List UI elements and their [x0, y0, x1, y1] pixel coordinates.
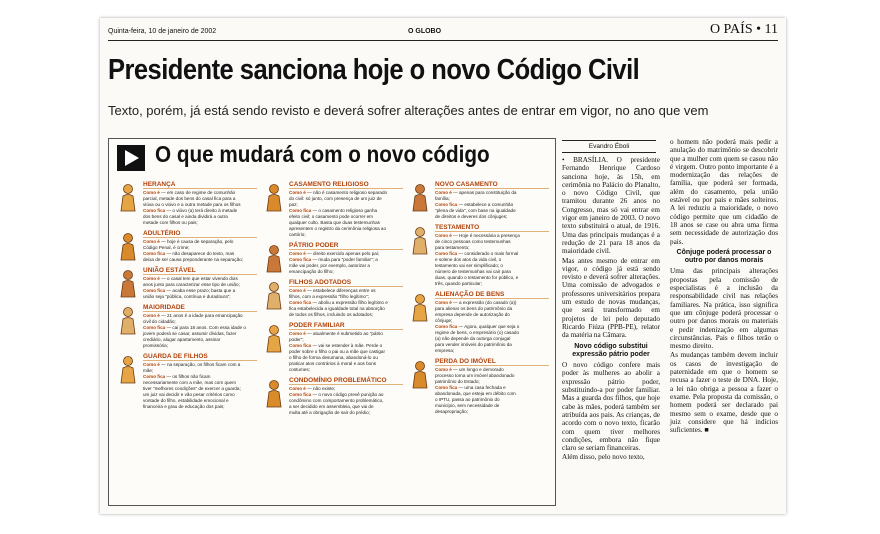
entry-line: cônjuge;	[435, 318, 453, 323]
entry-line: paz;	[289, 202, 298, 207]
entry-line: Como fica — o viúvo (a) terá direito à metade	[143, 208, 238, 213]
entry-line: Como fica — Agora, qualquer que seja o	[435, 324, 520, 329]
infographic-entry	[263, 279, 403, 318]
illustration-icon	[409, 360, 431, 390]
entry-line: vontade do filho, estabilidade emocional e	[143, 398, 229, 403]
entry-line: "plena de vida", com base na igualdade	[435, 208, 516, 213]
infographic-title-bar	[117, 141, 547, 173]
illustration-icon	[263, 281, 285, 311]
entry-line: Como é — não é casamento religioso separado	[289, 190, 388, 195]
entry-line: Como é — Hoje é necessária a presença	[435, 233, 520, 238]
entry-line: o IPTU, passa ao patrimônio do	[435, 397, 500, 402]
entry-line: efeito civil; o casamento pode ocorrer em	[289, 214, 374, 219]
entry-line: para testamento;	[435, 245, 470, 250]
article-paragraph: Uma das principais alterações propostas pela comissão de especialistas é a inclusão da responsabilidade civil nas relações familiares. Na prática, isso significa que um cônjuge poderá processar o outro por danos morais ou materiais e pedir indenização em algumas circunstâncias. Pais e filhos terão o mesmo direito.	[670, 267, 778, 351]
infographic-entry	[117, 353, 257, 410]
entry-line: Código Penal, é crime;	[143, 245, 190, 250]
illustration-icon	[409, 226, 431, 256]
entry-line: Como é — 21 anos é a idade para emancipação	[143, 313, 243, 318]
infographic-column-1	[117, 181, 257, 414]
illustration-icon	[263, 183, 285, 213]
entry-line: emancipação do filho;	[289, 269, 334, 274]
entry-line: patrimônio do Estado;	[435, 379, 480, 384]
infographic-box	[108, 138, 556, 506]
infographic-entry	[263, 322, 403, 373]
headline: Presidente sanciona hoje o novo Código Civil	[108, 54, 640, 86]
play-arrow-icon	[117, 145, 145, 171]
article-paragraph: Mas antes mesmo de entrar em vigor, o código já está sendo revisto e deverá sofrer alterações. Uma comissão de advogados e professores universitários prepara um estudo de novas mudanças, que será transformado em projetos de lei pelo deputado Ricardo Fiúza (PPB-PE), relator da matéria na Câmara.	[562, 256, 660, 340]
entry-line: Como é — apenas para constituição da	[435, 190, 517, 195]
entry-line: dos bens do casal e ainda dividirá a outra	[143, 214, 228, 219]
entry-line: Como fica — aboliu a expressão filho legítimo e	[289, 300, 388, 305]
illustration-icon	[117, 306, 139, 336]
entry-line: empresa depende de autorização do	[435, 312, 510, 317]
page-header	[108, 24, 778, 41]
entry-title: PERDA DO IMÓVEL	[435, 358, 549, 366]
entry-line: metade com filhos ou pais;	[143, 220, 198, 225]
entry-line: Como é — não existe;	[289, 386, 336, 391]
entry-line: três, quando particular;	[435, 281, 482, 286]
header-section: O PAÍS • 11	[709, 22, 778, 37]
entry-title: PÁTRIO PODER	[289, 242, 403, 250]
entry-line: Como é — um longo e demorado	[435, 367, 504, 372]
article-paragraph: O novo código confere mais poder às mulheres ao abolir a expressão pátrio poder, substituindo-a por poder familiar. Mas a guarda dos filhos, que hoje cabe às mães, poderá também ser atribuída aos pais. As crianças, de acordo com o novo texto, ficarão com quem tiver melhores condições, embora não fique claro se seriam financeiras.	[562, 361, 660, 453]
entry-line: qualquer culto. Basta que duas testemunhas	[289, 220, 380, 225]
entry-title: CONDOMÍNIO PROBLEMÁTICO	[289, 377, 403, 385]
illustration-icon	[117, 183, 139, 213]
entry-line: testamento vai ser simplificado; o	[435, 263, 503, 268]
illustration-icon	[409, 293, 431, 323]
entry-line: mãe;	[143, 368, 154, 373]
entry-line: do civil: só junto, com presença de um juiz de	[289, 196, 382, 201]
entry-line: Como fica — os filhos não ficam	[143, 374, 211, 379]
entry-line: duas, quando o testamento for público, e	[435, 275, 519, 280]
entry-line: anos junto para caracterizar esse tipo de união;	[143, 282, 240, 287]
entry-line: crediário, alugar apartamento, assinar	[143, 337, 221, 342]
entry-line: município, sem necessidade de	[435, 403, 500, 408]
entry-line: Como fica — muda para "poder familiar"; a	[289, 257, 378, 262]
entry-line: família;	[435, 196, 450, 201]
entry-line: Como é — o casal tem que estar vivendo dois	[143, 276, 238, 281]
illustration-icon	[409, 183, 431, 213]
entry-line: poder sobre o filho o pai ou a mãe que castigar	[289, 349, 386, 354]
illustration-icon	[117, 269, 139, 299]
entry-line: e solene dos atos da vida civil, o	[435, 257, 502, 262]
entry-line: abandonada, que esteja em débito com	[435, 391, 516, 396]
entry-line: jovem poderá se casar, assumir dívidas, fazer	[143, 331, 237, 336]
infographic-title: O que mudará com o novo código	[155, 141, 490, 167]
entry-line: filhos, com a expressão "filho legítimo";	[289, 294, 369, 299]
entry-line: Como fica — cai para 18 anos. Com essa idade o	[143, 325, 246, 330]
entry-line: Como é — hoje é causa de separação, pelo	[143, 239, 234, 244]
entry-line: o filho de forma desumana, abandoná-lo ou	[289, 355, 378, 360]
article-paragraph: • BRASÍLIA. O presidente Fernando Henrique Cardoso sanciona hoje, às 15h, em cerimônia no Palácio do Planalto, o novo Código Civil, que tramitou durante 26 anos no Congresso, mas só vai entrar em vigor em janeiro de 2003. O novo texto substituirá o atual, de 1916. Uma das principais mudanças é a redução de 21 para 18 anos da maioridade civil.	[562, 156, 660, 256]
article-column-2	[670, 138, 778, 435]
entry-title: NOVO CASAMENTO	[435, 181, 549, 189]
entry-line: praticar atos contrários à moral e aos bons	[289, 361, 377, 366]
entry-line: para vender imóveis do patrimônio da	[435, 342, 512, 347]
entry-line: Como fica — o novo código prevê punição ao	[289, 392, 384, 397]
infographic-entry	[263, 181, 403, 238]
entry-line: empresa;	[435, 348, 455, 353]
infographic-entry	[117, 267, 257, 300]
article-subheading: Cônjuge poderá processar o outro por danos morais	[676, 248, 772, 265]
infographic-entry	[409, 291, 549, 354]
entry-title: PODER FAMILIAR	[289, 322, 403, 330]
entry-title: ALIENAÇÃO DE BENS	[435, 291, 549, 299]
entry-line: união seja "pública, contínua e duradoura";	[143, 294, 231, 299]
entry-title: TESTAMENTO	[435, 224, 549, 232]
entry-line: de todos os filhos, incluindo os adotados;	[289, 312, 374, 317]
subhead: Texto, porém, já está sendo revisto e deverá sofrer alterações antes de entrar em vigor, no ano que vem	[108, 103, 709, 118]
entry-line: Como fica — uma casa fechada e	[435, 385, 506, 390]
article-paragraph: o homem não poderá mais pedir a anulação do matrimônio se descobrir que a mulher com quem se casou não é virgem. Outro ponto importante é a modernização das relações de família, que poderá ser formada, além do casamento, pela união estável ou por pais e mães solteiros. A lei reduziu a maioridade, o novo código permite que um cidadão de 18 anos se case ou abra uma firma sem necessidade de autorização dos pais.	[670, 138, 778, 246]
infographic-entry	[263, 377, 403, 416]
entry-line: Como é — em caso de regime de comunhão	[143, 190, 236, 195]
illustration-icon	[117, 355, 139, 385]
entry-line: (a) não depende da outorga conjugal	[435, 336, 511, 341]
header-date: Quinta-feira, 10 de janeiro de 2002	[108, 28, 217, 35]
entry-line: Como é — atualmente é submetido ao "pátrio	[289, 331, 383, 336]
entry-line: a ser decidido em assembleia, que vai de	[289, 404, 374, 409]
entry-line: de cinco pessoas como testemunhas	[435, 239, 511, 244]
article-paragraph: Além disso, pelo novo texto,	[562, 453, 645, 462]
entry-line: Como fica — estabelece a comunhão	[435, 202, 514, 207]
entry-line: necessariamente com a mãe, mas com quem	[143, 380, 236, 385]
infographic-column-2	[263, 181, 403, 420]
entry-line: promissória;	[143, 343, 169, 348]
newspaper-page	[100, 18, 786, 514]
infographic-entry	[117, 304, 257, 349]
entry-line: Como é — estabelece diferenças entre os	[289, 288, 376, 293]
infographic-entry	[263, 242, 403, 275]
entry-line: Como fica — considerado o mais formal	[435, 251, 519, 256]
entry-line: mãe vai poder, por exemplo, autorizar a	[289, 263, 370, 268]
entry-line: Como é — na separação, os filhos ficam com a	[143, 362, 241, 367]
illustration-icon	[263, 244, 285, 274]
entry-line: deixa de ser causa preponderante na separação;	[143, 257, 244, 262]
entry-title: HERANÇA	[143, 181, 257, 189]
infographic-entry	[409, 181, 549, 220]
entry-line: apresentem o registro da cerimônia religiosa ao cartório;	[289, 226, 387, 237]
entry-line: desapropriação;	[435, 409, 468, 414]
entry-line: civil do cidadão;	[143, 319, 176, 324]
entry-title: ADULTÉRIO	[143, 230, 257, 238]
entry-line: viúva ou o viúvo e a outra metade para os filhos	[143, 202, 241, 207]
entry-line: Como é — a expressão (do casado (a))	[435, 300, 517, 305]
entry-line: tiver "melhores condições" de exercer a guarda;	[143, 386, 241, 391]
entry-line: Como fica — acaba esse prazo; basta que a	[143, 288, 236, 293]
illustration-icon	[263, 324, 285, 354]
infographic-entry	[409, 224, 549, 287]
byline: Evandro Éboli	[562, 140, 656, 153]
entry-title: MAIORIDADE	[143, 304, 257, 312]
article-column-1	[562, 156, 660, 463]
entry-line: poder";	[289, 337, 304, 342]
infographic-column-3	[409, 181, 549, 419]
entry-title: FILHOS ADOTADOS	[289, 279, 403, 287]
entry-title: CASAMENTO RELIGIOSO	[289, 181, 403, 189]
illustration-icon	[263, 379, 285, 409]
entry-line: de direitos e deveres dos cônjuges;	[435, 214, 508, 219]
entry-line: um juiz vai decidir e vão pesar critérios como	[143, 392, 235, 397]
entry-line: costumes;	[289, 367, 310, 372]
entry-line: para alienar os bens do patrimônio da	[435, 306, 513, 311]
entry-line: financeira e grau de educação dos pais;	[143, 404, 225, 409]
infographic-entry	[117, 181, 257, 226]
entry-line: Como fica — não desaparece do texto, mas	[143, 251, 235, 256]
entry-line: multa até a obrigação de sair do prédio;	[289, 410, 370, 415]
entry-title: UNIÃO ESTÁVEL	[143, 267, 257, 275]
entry-title: GUARDA DE FILHOS	[143, 353, 257, 361]
infographic-entry	[117, 230, 257, 263]
entry-line: parcial, metade dos bens do casal fica para a	[143, 196, 236, 201]
entry-line: Como é — direito exercido apenas pelo pai;	[289, 251, 380, 256]
entry-line: condômino com comportamento problemático,	[289, 398, 384, 403]
entry-line: número de testemunhas vai cair para	[435, 269, 511, 274]
infographic-entry	[409, 358, 549, 415]
header-paper-name: O GLOBO	[408, 28, 442, 35]
entry-line: Como fica — vai se estender à mãe. Perde o	[289, 343, 383, 348]
illustration-icon	[117, 232, 139, 262]
entry-line: regime de bens, o empresário (o) casado	[435, 330, 520, 335]
entry-line: processo torna um imóvel abandonado	[435, 373, 515, 378]
article-paragraph: As mudanças também devem incluir os casos de investigação de paternidade em que o homem se recusa a fazer o teste de DNA. Hoje, a lei não obriga a pessoa a fazer o exame. Pela proposta da comissão, o homem poderá ser declarado pai mesmo sem o exame, desde que o juiz considere que há indícios suficientes. ■	[670, 351, 778, 435]
article-subheading: Novo código substitui expressão pátrio poder	[572, 342, 650, 358]
entry-line: fica estabelecida a igualdade total na absorção	[289, 306, 385, 311]
entry-line: Como fica — o casamento religioso ganha	[289, 208, 378, 213]
